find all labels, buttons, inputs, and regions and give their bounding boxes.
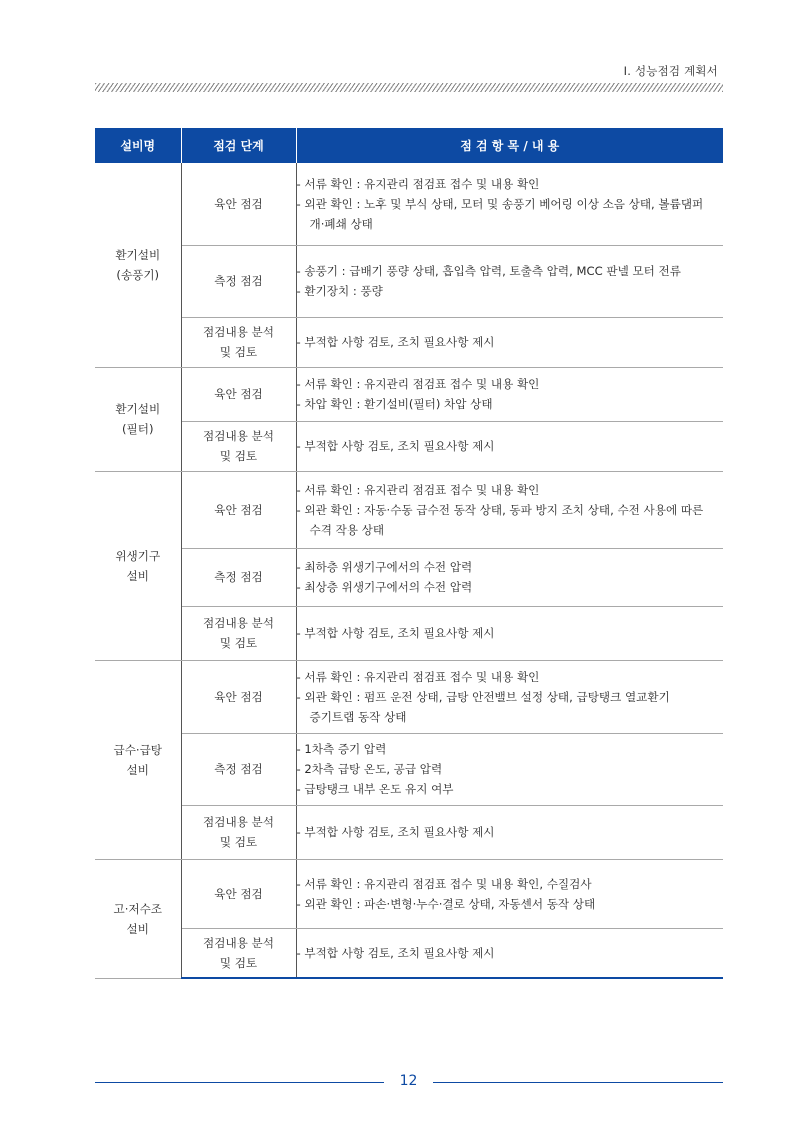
content-cell: [296, 548, 723, 606]
equipment-name-line: (송풍기): [116, 267, 160, 282]
footer-rule-right: [433, 1082, 723, 1083]
content-line: - 외관 확인 : 파손·변형·누수·결로 상태, 자동센서 동작 상태: [296, 896, 596, 911]
stage-label-line: 점검내용 분석: [203, 935, 274, 950]
stage-cell: [181, 367, 296, 421]
equipment-name-line: 설비: [126, 762, 149, 777]
stage-cell: [181, 421, 296, 471]
stage-label-line: 점검내용 분석: [203, 325, 274, 339]
content-cell: [296, 421, 723, 471]
content-line: - 차압 확인 : 환기설비(필터) 차압 상태: [296, 397, 493, 411]
column-header-content: 점 검 항 목 / 내 용: [296, 128, 723, 163]
content-line: - 서류 확인 : 유지관리 점검표 접수 및 내용 확인: [296, 176, 540, 191]
equipment-name-line: 환기설비: [115, 402, 161, 416]
table-row: [95, 859, 723, 928]
equipment-name-line: 설비: [126, 921, 149, 936]
content-line: 수격 작용 상태: [309, 522, 385, 537]
content-line: 증기트랩 동작 상태: [309, 709, 407, 724]
table-row: [95, 660, 723, 733]
content-line: - 서류 확인 : 유지관리 점검표 접수 및 내용 확인, 수질검사: [296, 876, 592, 891]
table-header-row: [95, 128, 723, 163]
stage-label-line: 육안 점검: [214, 387, 263, 401]
equipment-cell: [95, 859, 181, 978]
stage-cell: [181, 733, 296, 805]
content-cell: [296, 606, 723, 660]
equipment-name-line: 설비: [126, 568, 149, 583]
table-row: [95, 163, 723, 245]
inspection-table: [95, 128, 723, 979]
stage-label-line: 육안 점검: [214, 886, 263, 901]
section-title: Ⅰ. 성능점검 계획서: [623, 64, 718, 78]
table-row: [95, 606, 723, 660]
content-cell: [296, 317, 723, 367]
table-body: [95, 163, 723, 978]
stage-label-line: 측정 점검: [214, 274, 263, 288]
column-header-stage: 점검 단계: [181, 128, 296, 163]
content-line: - 최하층 위생기구에서의 수전 압력: [296, 560, 473, 574]
content-line: 개·폐쇄 상태: [309, 216, 373, 231]
header-hatch-rule: [95, 83, 723, 92]
content-cell: [296, 471, 723, 548]
content-line: - 환기장치 : 풍량: [296, 284, 383, 298]
equipment-name-line: 환기설비: [115, 247, 161, 262]
equipment-name-line: 급수·급탕: [113, 742, 162, 757]
content-cell: [296, 163, 723, 245]
content-line: - 부적합 사항 검토, 조치 필요사항 제시: [296, 825, 495, 839]
equipment-name-line: 위생기구: [115, 548, 161, 563]
stage-label-line: 측정 점검: [214, 762, 263, 776]
page-number: 12: [399, 1073, 418, 1089]
content-line: - 부적합 사항 검토, 조치 필요사항 제시: [296, 945, 495, 960]
content-cell: [296, 733, 723, 805]
content-line: - 송풍기 : 급배기 풍량 상태, 흡입측 압력, 토출측 압력, MCC 판넬 모터 전류: [296, 264, 681, 278]
stage-label-line: 및 검토: [219, 345, 258, 359]
stage-cell: [181, 606, 296, 660]
content-cell: [296, 660, 723, 733]
stage-label-line: 및 검토: [219, 955, 258, 970]
stage-label-line: 점검내용 분석: [203, 616, 274, 630]
stage-cell: [181, 805, 296, 859]
content-line: - 2차측 급탕 온도, 공급 압력: [296, 762, 443, 776]
stage-label-line: 육안 점검: [214, 502, 263, 517]
equipment-name-line: 고·저수조: [113, 901, 162, 916]
content-line: - 부적합 사항 검토, 조치 필요사항 제시: [296, 439, 495, 453]
stage-label-line: 측정 점검: [214, 570, 263, 584]
stage-label-line: 및 검토: [219, 636, 258, 650]
equipment-cell: [95, 471, 181, 660]
content-cell: [296, 928, 723, 978]
content-cell: [296, 805, 723, 859]
stage-label-line: 육안 점검: [214, 196, 263, 211]
table-row: [95, 733, 723, 805]
table-row: [95, 317, 723, 367]
content-line: - 급탕탱크 내부 온도 유지 여부: [296, 782, 454, 796]
table-row: [95, 421, 723, 471]
content-cell: [296, 859, 723, 928]
equipment-name-line: (필터): [122, 422, 154, 436]
equipment-cell: [95, 163, 181, 367]
table-row: [95, 367, 723, 421]
table-row: [95, 245, 723, 317]
stage-cell: [181, 660, 296, 733]
content-cell: [296, 245, 723, 317]
stage-cell: [181, 471, 296, 548]
content-line: - 서류 확인 : 유지관리 점검표 접수 및 내용 확인: [296, 377, 540, 391]
content-line: - 1차측 증기 압력: [296, 742, 387, 756]
content-line: - 부적합 사항 검토, 조치 필요사항 제시: [296, 626, 495, 640]
stage-label-line: 점검내용 분석: [203, 429, 274, 443]
footer-rule-left: [95, 1082, 384, 1083]
table-row: [95, 548, 723, 606]
stage-label-line: 및 검토: [219, 449, 258, 463]
table-row: [95, 805, 723, 859]
table-row: [95, 471, 723, 548]
equipment-cell: [95, 660, 181, 859]
stage-label-line: 점검내용 분석: [203, 815, 274, 829]
stage-label-line: 및 검토: [219, 835, 258, 849]
stage-cell: [181, 245, 296, 317]
content-line: - 외관 확인 : 노후 및 부식 상태, 모터 및 송풍기 베어링 이상 소음 상태, 볼륨댐퍼: [296, 196, 704, 211]
content-line: - 최상층 위생기구에서의 수전 압력: [296, 580, 473, 594]
column-header-equipment: 설비명: [95, 128, 181, 163]
content-line: - 서류 확인 : 유지관리 점검표 접수 및 내용 확인: [296, 669, 540, 684]
stage-cell: [181, 317, 296, 367]
stage-cell: [181, 928, 296, 978]
stage-cell: [181, 548, 296, 606]
content-line: - 부적합 사항 검토, 조치 필요사항 제시: [296, 335, 495, 349]
table-row: [95, 928, 723, 978]
stage-cell: [181, 163, 296, 245]
stage-cell: [181, 859, 296, 928]
content-line: - 외관 확인 : 펌프 운전 상태, 급탕 안전밸브 설정 상태, 급탕탱크 열교환기: [296, 689, 670, 704]
equipment-cell: [95, 367, 181, 471]
stage-label-line: 육안 점검: [214, 689, 263, 704]
content-line: - 서류 확인 : 유지관리 점검표 접수 및 내용 확인: [296, 482, 540, 497]
content-line: - 외관 확인 : 자동·수동 급수전 동작 상태, 동파 방지 조치 상태, 수전 사용에 따른: [296, 502, 704, 517]
content-cell: [296, 367, 723, 421]
